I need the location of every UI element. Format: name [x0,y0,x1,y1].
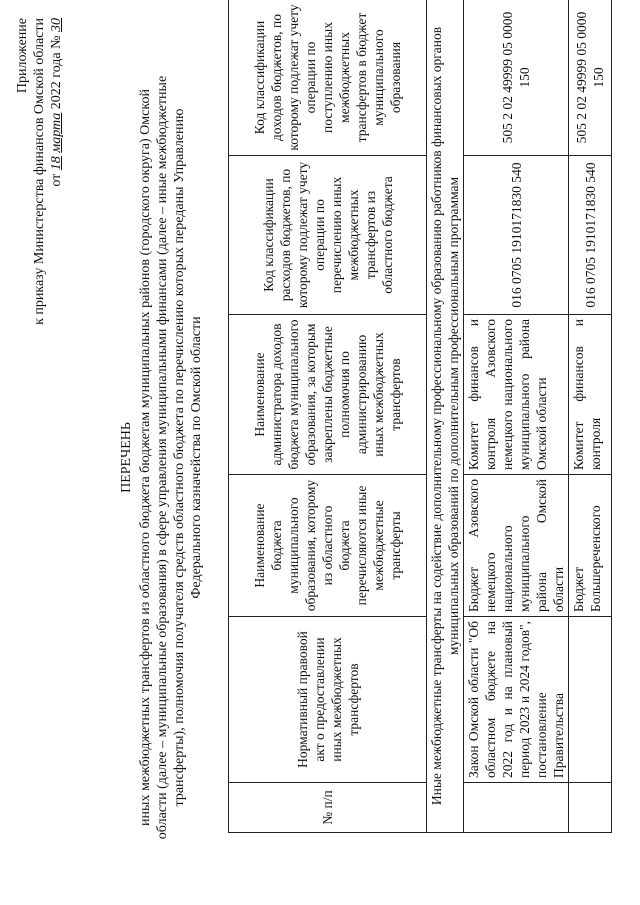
section-row [427,0,464,833]
table-row [569,0,612,833]
cell-act: Закон Омской области "Об областном бюджете на 2022 год и на плановый период 2023 и 2024 годов", постановление Правительства [464,617,569,783]
header-num: № п/п [229,783,427,833]
title-heading: ПЕРЕЧЕНЬ [119,422,134,493]
cell-budget: Бюджет Азовского немецкого национального муниципального района Омской области [464,475,569,617]
header-budget: Наименование бюджета муниципального образования, которому из областного бюджета перечисляются иные межбюджетные трансферты [229,475,427,617]
cell-income-code: 505 2 02 49999 05 0000 150 [569,0,612,156]
cell-num [569,783,612,833]
header-expense-code: Код классификации расходов бюджетов, по которому подлежат учету операции по перечислению иных межбюджетных трансфертов из областного бюджета [229,156,427,315]
date-prefix: от [49,173,64,187]
table-header-row [229,0,427,833]
header-income-code: Код классификации доходов бюджетов, по которому подлежат учету операции по поступлению иных межбюджетных трансфертов в бюджет муниципального образования [229,0,427,156]
section-title: Иные межбюджетные трансферты на содействие дополнительному профессиональному образованию работников финансовых органов муниципальных образований по дополнительным профессиональным программам [427,0,464,833]
appendix-order-ref: к приказу Министерства финансов Омской области [32,18,47,325]
cell-admin: Комитет финансов и контроля Азовского немецкого национального муниципального района Омской области [464,315,569,475]
date-year: 2022 года № [49,35,64,110]
handwritten-month: марта [49,112,64,153]
cell-expense-code: 016 0705 1910171830 540 [464,156,569,315]
transfers-table [228,0,612,833]
cell-admin: Комитет финансов и контроля [569,315,612,475]
cell-income-code: 505 2 02 49999 05 0000 150 [464,0,569,156]
cell-num [464,783,569,833]
header-admin: Наименование администратора доходов бюджета муниципального образования, за которым закреплены бюджетные полномочия по администрированию иных межбюджетных трансфертов [229,315,427,475]
document-title [118,70,205,845]
header-act: Нормативный правовой акт о предоставлении иных межбюджетных трансфертов [229,617,427,783]
handwritten-number: 30 [49,18,64,32]
table-row [464,0,569,833]
cell-act [569,617,612,783]
title-text: иных межбюджетных трансфертов из областного бюджета бюджетам муниципальных районов (городского округа) Омской области (далее – муниципальные образования) в сфере управления муниципальными финансами (далее – иные межбюджетные трансферты), полномочия получателя средств областного бюджета по перечислению которых переданы Управлению Федерального казначейства по Омской области [138,75,204,840]
cell-budget: Бюджет Большереченского [569,475,612,617]
handwritten-day: 18 [49,156,64,171]
appendix-header [14,18,65,325]
appendix-label: Приложение [15,18,30,94]
cell-expense-code: 016 0705 1910171830 540 [569,156,612,315]
appendix-date-line [48,18,65,325]
